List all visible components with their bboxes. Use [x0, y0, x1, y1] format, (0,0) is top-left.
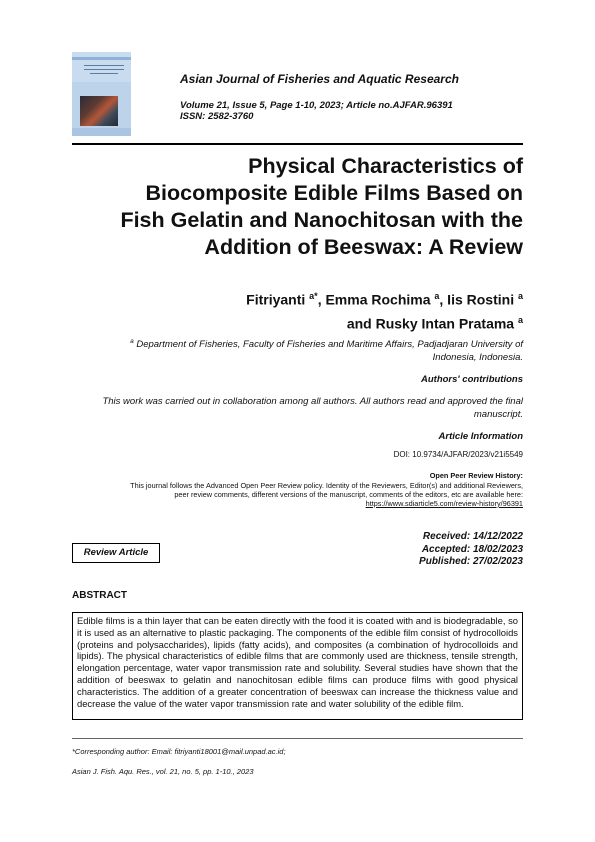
author-affil-sup: a — [517, 291, 523, 301]
journal-cover-image — [72, 52, 131, 136]
cover-title-line — [90, 73, 118, 74]
author-name: and Rusky Intan Pratama — [346, 315, 518, 332]
abstract-text: Edible films is a thin layer that can be eaten directly with the food it is coated with and is biodegradable, so it is used as an alternative to plastic packaging. The components of the edible film consist of hydrocolloids (proteins and polysaccharides), lipids (fatty acids), and composites (a combination of hydrocolloids and lipids). The physical characteristics of edible films that are commonly used are thickness, tensile strength, elongation percentage, water vapor transmission rate and solubility. Several studies have shown that the addition of beeswax to gelatin and nanochitosan edible films can produce films with good physical characteristics. The addition of a greater concentration of beeswax can increase the thickness value and decrease the value of the water vapor transmission rate and water solubility of the edible film. — [72, 612, 523, 720]
article-type-badge: Review Article — [72, 543, 160, 563]
issn: ISSN: 2582-3760 — [180, 111, 254, 122]
header-divider — [72, 143, 523, 145]
doi: DOI: 10.9734/AJFAR/2023/v21i5549 — [393, 450, 523, 459]
peer-review-text: peer review comments, different versions of the manuscript, comments of the editors, etc are available here: — [174, 490, 523, 499]
accepted-date: Accepted: 18/02/2023 — [421, 543, 523, 555]
author-name: , Iis Rostini — [439, 291, 518, 308]
contributions-line: This work was carried out in collaboration among all authors. All authors read and approved the final — [102, 396, 523, 407]
peer-review-text: This journal follows the Advanced Open Peer Review policy. Identity of the Reviewers, Editor(s) and additional Reviewers, — [130, 481, 523, 490]
affiliation — [103, 336, 523, 364]
footnote-divider — [72, 738, 523, 739]
cover-band — [72, 57, 131, 60]
publication-dates — [419, 531, 523, 569]
paper-title — [63, 153, 523, 261]
volume-info: Volume 21, Issue 5, Page 1-10, 2023; Article no.AJFAR.96391 — [180, 100, 453, 111]
peer-review-link[interactable]: https://www.sdiarticle5.com/review-history/96391 — [365, 499, 523, 508]
affil-marker: a — [130, 338, 134, 345]
title-line: Biocomposite Edible Films Based on — [145, 181, 523, 205]
published-date: Published: 27/02/2023 — [419, 556, 523, 567]
title-line: Physical Characteristics of — [248, 154, 523, 178]
author-affil-sup: a* — [309, 291, 318, 301]
article-info-heading: Article Information — [438, 431, 523, 442]
author-affil-sup: a — [517, 314, 523, 325]
received-date: Received: 14/12/2022 — [422, 531, 523, 542]
contributions-heading: Authors' contributions — [421, 374, 523, 385]
citation-line: Asian J. Fish. Aqu. Res., vol. 21, no. 5, pp. 1-10., 2023 — [72, 767, 254, 776]
author-name: , Emma Rochima — [317, 291, 435, 308]
cover-title-line — [84, 69, 124, 70]
affil-text: Indonesia, Indonesia. — [432, 351, 523, 363]
peer-review-heading: Open Peer Review History: — [429, 471, 523, 480]
cover-title-line — [84, 65, 124, 66]
corresponding-author: *Corresponding author: Email: fitriyanti18001@mail.unpad.ac.id; — [72, 747, 286, 756]
affil-text: Department of Fisheries, Faculty of Fisheries and Maritime Affairs, Padjadjaran University of — [133, 339, 523, 351]
author-name: Fitriyanti — [246, 291, 310, 308]
journal-name: Asian Journal of Fisheries and Aquatic Research — [180, 72, 459, 86]
cover-footer — [72, 128, 131, 136]
contributions-text — [63, 396, 523, 421]
contributions-line: manuscript. — [473, 408, 523, 420]
author-list — [63, 286, 523, 333]
abstract-heading: ABSTRACT — [72, 590, 127, 601]
author-affil-sup: a — [434, 291, 440, 301]
cover-photo — [80, 96, 118, 126]
title-line: Fish Gelatin and Nanochitosan with the — [120, 208, 523, 232]
title-line: Addition of Beeswax: A Review — [204, 235, 523, 259]
